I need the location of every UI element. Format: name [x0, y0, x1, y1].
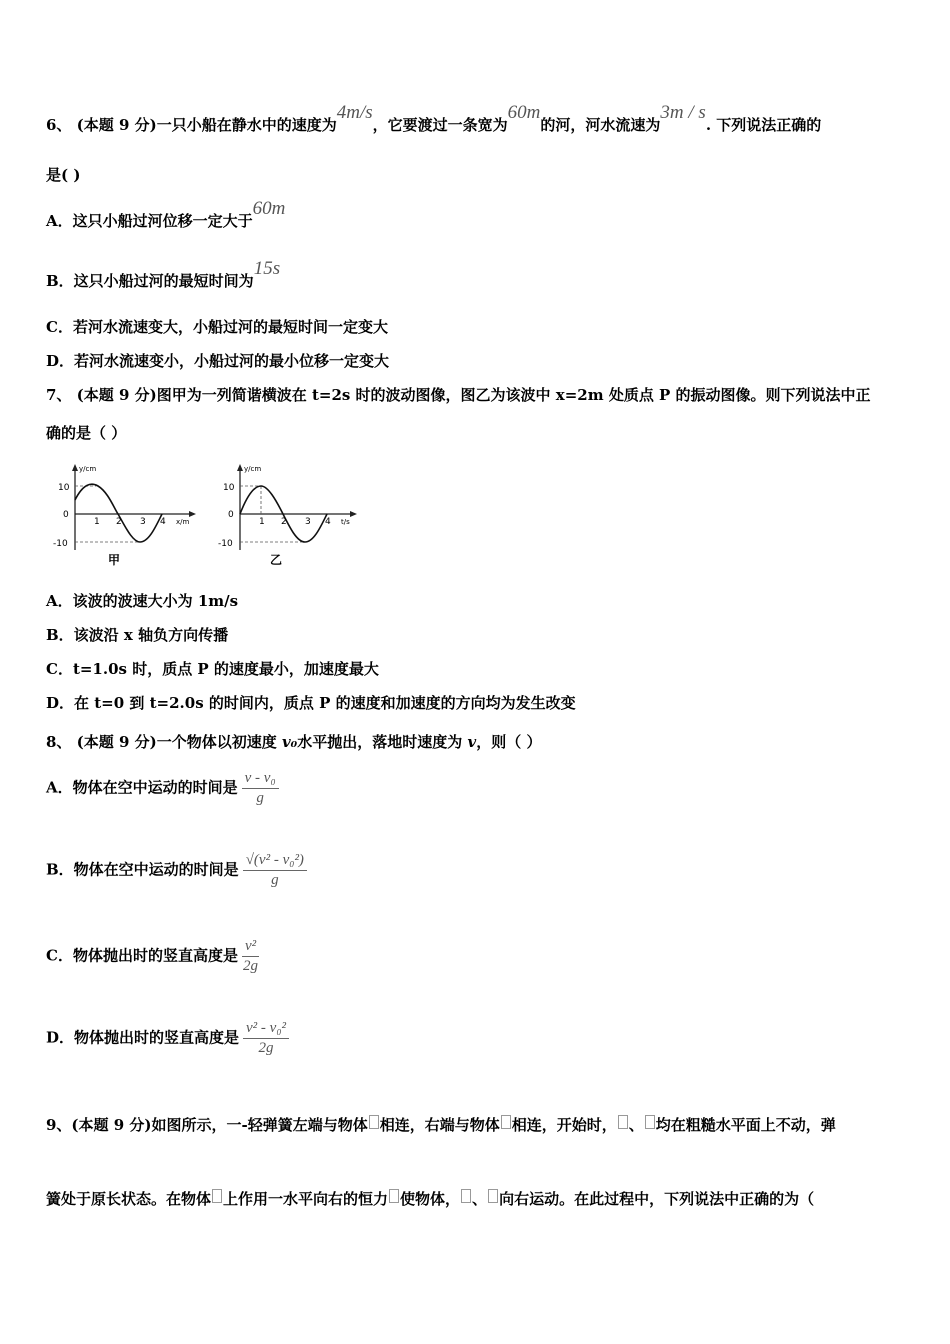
q8-v: v — [467, 733, 477, 751]
graph-jia-ylabel: y/cm — [79, 465, 97, 473]
q6-option-a — [46, 198, 286, 231]
q7-option-a: A．该波的波速大小为 1m/s — [46, 592, 239, 610]
q7-option-c: C．t=1.0s 时，质点 P 的速度最小，加速度最大 — [46, 660, 379, 678]
q6-option-b — [46, 258, 281, 291]
q8-stem-text-b: 水平抛出，落地时速度为 — [297, 733, 468, 751]
q8-option-c-text: C．物体抛出时的竖直高度是 — [46, 946, 238, 965]
q9-stem-line2 — [46, 1189, 814, 1209]
q8-option-d — [46, 1020, 289, 1057]
q8-option-a — [46, 770, 279, 807]
graph-yi-xtick-3: 3 — [305, 517, 311, 527]
q9-text-e: 均在粗糙水平面上不动，弹 — [655, 1116, 836, 1134]
q8-option-a-fraction — [242, 770, 279, 807]
graph-yi-xtick-1: 1 — [259, 517, 265, 527]
graph-yi-ylabel: y/cm — [244, 465, 262, 473]
q8-option-a-num: v - v₀ — [244, 770, 276, 786]
q6-stem-line1 — [46, 102, 822, 135]
graph-yi-ytick-10: 10 — [223, 483, 235, 493]
q8-option-b-text: B．物体在空中运动的时间是 — [46, 860, 239, 879]
graph-jia-ytick-10: 10 — [58, 483, 70, 493]
graph-jia-ytick-0: 0 — [63, 510, 69, 520]
q6-river-speed: 3m / s — [660, 102, 706, 123]
graph-yi-ytick-0: 0 — [228, 510, 234, 520]
q8-option-d-fraction — [243, 1020, 289, 1057]
q8-stem-text-c: ，则（ ） — [476, 733, 542, 751]
graph-jia-xtick-3: 3 — [140, 517, 146, 527]
q6-speed-boat: 4m/s — [336, 102, 373, 123]
q9-text-d: 、 — [628, 1116, 644, 1134]
q6-stem-text-c: 的河，河水流速为 — [540, 116, 661, 134]
q6-stem-line2: 是( ) — [46, 166, 81, 184]
q6-stem-text-b: ，它要渡过一条宽为 — [372, 116, 508, 134]
q6-stem-text-d: . 下列说法正确的 — [705, 116, 822, 134]
graph-yi — [215, 460, 365, 570]
q8-option-c — [46, 938, 259, 975]
q8-option-d-text: D．物体抛出时的竖直高度是 — [46, 1028, 240, 1047]
q8-option-c-den: 2g — [243, 958, 259, 974]
q7-option-d: D．在 t=0 到 t=2.0s 的时间内，质点 P 的速度和加速度的方向均为发生改变 — [46, 694, 576, 712]
q6-option-b-math: 15s — [253, 258, 281, 279]
q8-stem — [46, 732, 541, 752]
missing-glyph-icon — [618, 1115, 628, 1129]
q9-text-g: 上作用一水平向右的恒力 — [223, 1190, 389, 1208]
missing-glyph-icon — [501, 1115, 511, 1129]
q6-option-a-math: 60m — [252, 198, 286, 219]
q8-option-b-fraction — [243, 852, 307, 889]
q7-option-b: B．该波沿 x 轴负方向传播 — [46, 626, 229, 644]
graph-yi-xtick-4: 4 — [325, 517, 331, 527]
graph-yi-xlabel: t/s — [341, 518, 350, 526]
q6-stem-text-a: 6、 (本题 9 分)一只小船在静水中的速度为 — [46, 116, 337, 134]
graph-jia-ytick-neg10: -10 — [53, 539, 68, 549]
q8-option-a-text: A．物体在空中运动的时间是 — [46, 778, 238, 797]
q9-stem-line1 — [46, 1115, 836, 1135]
q8-option-b — [46, 852, 307, 889]
graph-jia-caption: 甲 — [108, 553, 121, 567]
missing-glyph-icon — [369, 1115, 379, 1129]
graph-jia-xtick-1: 1 — [94, 517, 100, 527]
graph-jia-y-arrow — [72, 464, 78, 471]
q8-option-b-den: g — [271, 872, 279, 888]
q8-option-d-den: 2g — [258, 1040, 274, 1056]
q8-option-d-num: v² - v₀² — [246, 1020, 287, 1036]
graph-jia-xtick-4: 4 — [160, 517, 166, 527]
missing-glyph-icon — [645, 1115, 655, 1129]
q8-option-c-num: v² — [244, 938, 257, 954]
graph-yi-y-arrow — [237, 464, 243, 471]
missing-glyph-icon — [212, 1189, 222, 1203]
q9-text-a: 9、(本题 9 分)如图所示，一-轻弹簧左端与物体 — [46, 1116, 368, 1134]
q7-stem-line1: 7、 (本题 9 分)图甲为一列简谐横波在 t=2s 时的波动图像，图乙为该波中 x=2m 处质点 P 的振动图像。则下列说法中正 — [46, 386, 871, 404]
q8-option-c-fraction — [242, 938, 259, 975]
graph-jia-xlabel: x/m — [176, 518, 190, 526]
q8-stem-text-a: 8、 (本题 9 分)一个物体以初速度 — [46, 733, 282, 751]
graph-jia-x-arrow — [189, 511, 196, 517]
q8-option-b-num: √(v² - v₀²) — [245, 852, 304, 868]
graph-jia-wave — [75, 484, 162, 542]
q9-text-i: 、 — [472, 1190, 488, 1208]
graph-jia-xtick-2: 2 — [116, 517, 122, 527]
q9-text-j: 向右运动。在此过程中，下列说法中正确的为（ — [499, 1190, 815, 1208]
q6-option-a-text: A．这只小船过河位移一定大于 — [46, 212, 253, 230]
q9-text-c: 相连，开始时， — [511, 1116, 617, 1134]
missing-glyph-icon — [488, 1189, 498, 1203]
q7-stem-line2: 确的是（ ） — [46, 424, 127, 442]
q6-option-d: D．若河水流速变小，小船过河的最小位移一定变大 — [46, 352, 390, 370]
graph-yi-x-arrow — [350, 511, 357, 517]
q8-v0: v₀ — [281, 733, 298, 751]
graph-jia — [50, 460, 200, 570]
graph-yi-caption: 乙 — [270, 553, 283, 567]
q9-text-b: 相连，右端与物体 — [379, 1116, 500, 1134]
missing-glyph-icon — [461, 1189, 471, 1203]
q6-river-width: 60m — [507, 102, 541, 123]
missing-glyph-icon — [389, 1189, 399, 1203]
q8-option-a-den: g — [256, 790, 264, 806]
q6-option-c: C．若河水流速变大，小船过河的最短时间一定变大 — [46, 318, 388, 336]
q6-option-b-text: B．这只小船过河的最短时间为 — [46, 272, 254, 290]
q9-text-h: 使物体， — [400, 1190, 461, 1208]
q9-text-f: 簧处于原长状态。在物体 — [46, 1190, 212, 1208]
graph-yi-xtick-2: 2 — [281, 517, 287, 527]
graph-yi-ytick-neg10: -10 — [218, 539, 233, 549]
